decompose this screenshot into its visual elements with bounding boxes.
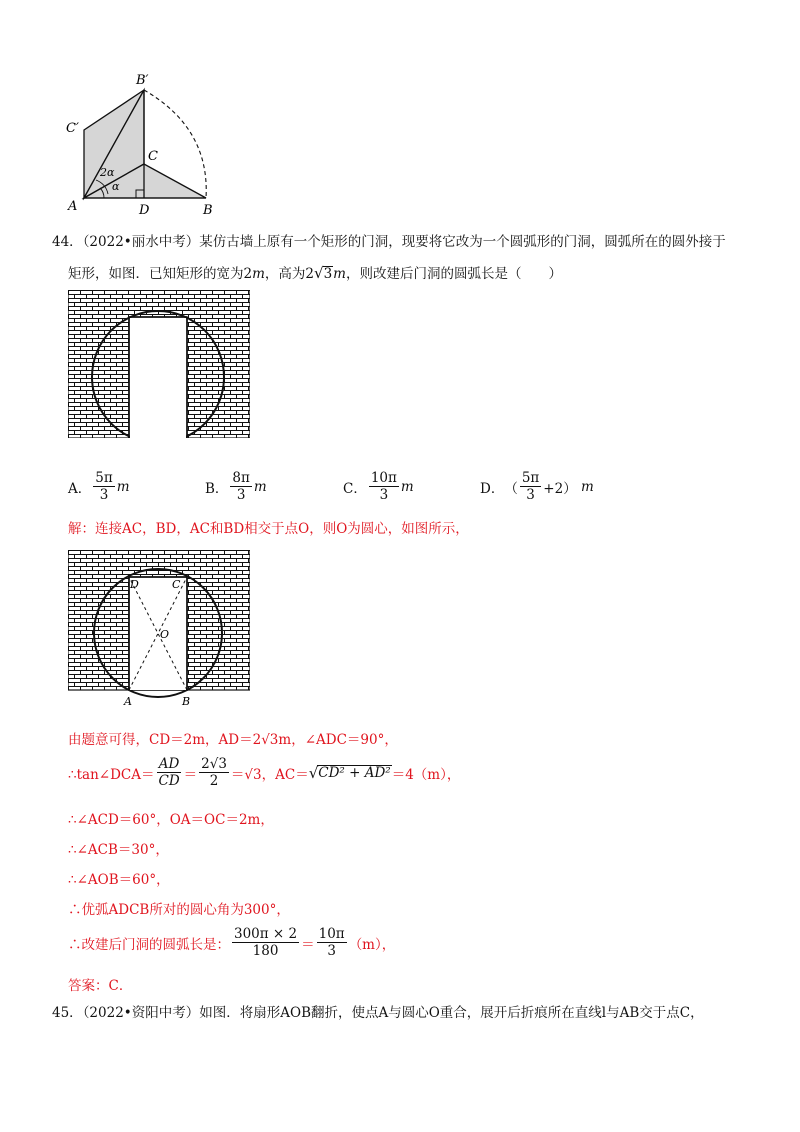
paren-open: （ (504, 480, 518, 497)
solution-line-5: ∴∠ACB＝30°， (68, 842, 169, 858)
solution-line-8 (68, 926, 395, 959)
label-b: B (182, 695, 191, 708)
question-44-line1 (52, 232, 726, 252)
option-fraction (369, 470, 399, 503)
question-44-line2 (68, 263, 562, 284)
option-b[interactable] (205, 470, 267, 503)
unit-m: m (333, 266, 346, 282)
result-4m: ＝4（m）， (391, 766, 461, 783)
unit: m (581, 478, 594, 495)
equals: ＝ (301, 936, 315, 953)
answer: 答案：C． (68, 978, 133, 994)
unit-m: m (252, 266, 265, 282)
denominator: 180 (252, 943, 279, 959)
paren-close: +2） (543, 480, 577, 497)
option-fraction (230, 470, 251, 503)
numerator: 5π (95, 470, 113, 486)
denominator: CD (158, 773, 180, 789)
label-alpha: α (112, 180, 120, 193)
equals: ＝ (183, 766, 198, 783)
label-a: A (124, 695, 132, 708)
question-number: 44． (52, 234, 83, 250)
label-c: C (148, 149, 158, 164)
numerator: 10π (370, 470, 397, 486)
fraction-ad-cd (156, 756, 181, 789)
label-o: O (160, 628, 170, 641)
fraction-2sqrt3-2 (199, 756, 229, 789)
door-cover (130, 578, 186, 690)
question-number: 45． (52, 1005, 83, 1021)
numerator: 8π (232, 470, 250, 486)
denominator: 3 (526, 487, 535, 503)
solution-line-6: ∴∠AOB＝60°， (68, 872, 170, 888)
option-fraction (93, 470, 114, 503)
numerator: 10π (318, 926, 345, 942)
ac-expression: ＝√3，AC＝ (230, 766, 309, 783)
tan-expression: ∴tan∠DCA＝ (68, 766, 155, 783)
unit: m (400, 478, 414, 495)
solution-line-2: 由题意可得，CD＝2m，AD＝2√3m，∠ADC＝90°， (68, 732, 398, 748)
question-text-1: 某仿古墙上原有一个矩形的门洞，现要将它改为一个圆弧形的门洞，圆弧所在的圆外接于 (199, 234, 726, 250)
denominator: 3 (99, 487, 109, 503)
unit: m (116, 478, 130, 495)
option-letter: A． (68, 480, 92, 497)
geometry-figure-rotation (60, 68, 230, 218)
option-fraction (520, 470, 541, 503)
solution-line-3 (68, 756, 460, 789)
label-b: B (203, 203, 213, 218)
option-letter: D． (480, 480, 505, 497)
solution-figure (68, 550, 250, 710)
label-c: C (172, 578, 181, 591)
label-b-prime: B′ (136, 73, 149, 88)
radicand: 3 (323, 266, 333, 282)
numerator: 5π (521, 470, 540, 486)
label-2alpha: 2α (100, 166, 115, 179)
question-45 (52, 1003, 704, 1023)
radicand: CD² + AD² (318, 765, 391, 781)
denominator: 3 (327, 943, 336, 959)
question-text: （2022•资阳中考）如图．将扇形AOB翻折，使点A与圆心O重合，展开后折痕所在直线l与AB交于点C， (82, 1005, 704, 1021)
label-d: D (139, 203, 150, 218)
fraction-300pi (232, 926, 299, 959)
fraction-10pi-3 (317, 926, 347, 959)
question-text-2c: ，则改建后门洞的圆弧长是（ ） (345, 266, 562, 282)
door-cover (130, 318, 186, 438)
denominator: 3 (379, 487, 389, 503)
unit-m: （m）， (348, 936, 396, 953)
numerator: AD (158, 756, 180, 772)
radical-sign: √ (314, 264, 324, 282)
option-d[interactable] (480, 470, 594, 503)
option-c[interactable] (343, 470, 414, 503)
question-source: （2022•丽水中考） (82, 234, 200, 250)
label-d: D (130, 578, 139, 591)
option-letter: B． (205, 480, 229, 497)
solution-line-7: ∴优弧ADCB所对的圆心角为300°， (68, 902, 290, 918)
brick-wall-door-figure (68, 290, 250, 438)
solution-line-4: ∴∠ACD＝60°，OA＝OC＝2m， (68, 812, 274, 828)
option-letter: C． (343, 480, 367, 497)
denominator: 3 (236, 487, 246, 503)
numerator: 300π × 2 (234, 926, 298, 942)
unit: m (253, 478, 267, 495)
arc-length-text: ∴改建后门洞的圆弧长是： (68, 936, 230, 953)
label-c-prime: C′ (66, 121, 79, 136)
denominator: 2 (209, 773, 219, 789)
label-a: A (68, 199, 78, 214)
question-text-2b: ，高为2 (264, 266, 314, 282)
numerator: 2√3 (201, 756, 227, 772)
radical-sign: √ (308, 763, 319, 782)
option-a[interactable] (68, 470, 130, 503)
solution-line-1: 解：连接AC，BD，AC和BD相交于点O，则O为圆心，如图所示， (68, 521, 469, 537)
question-text-2a: 矩形，如图．已知矩形的宽为2 (68, 266, 253, 282)
